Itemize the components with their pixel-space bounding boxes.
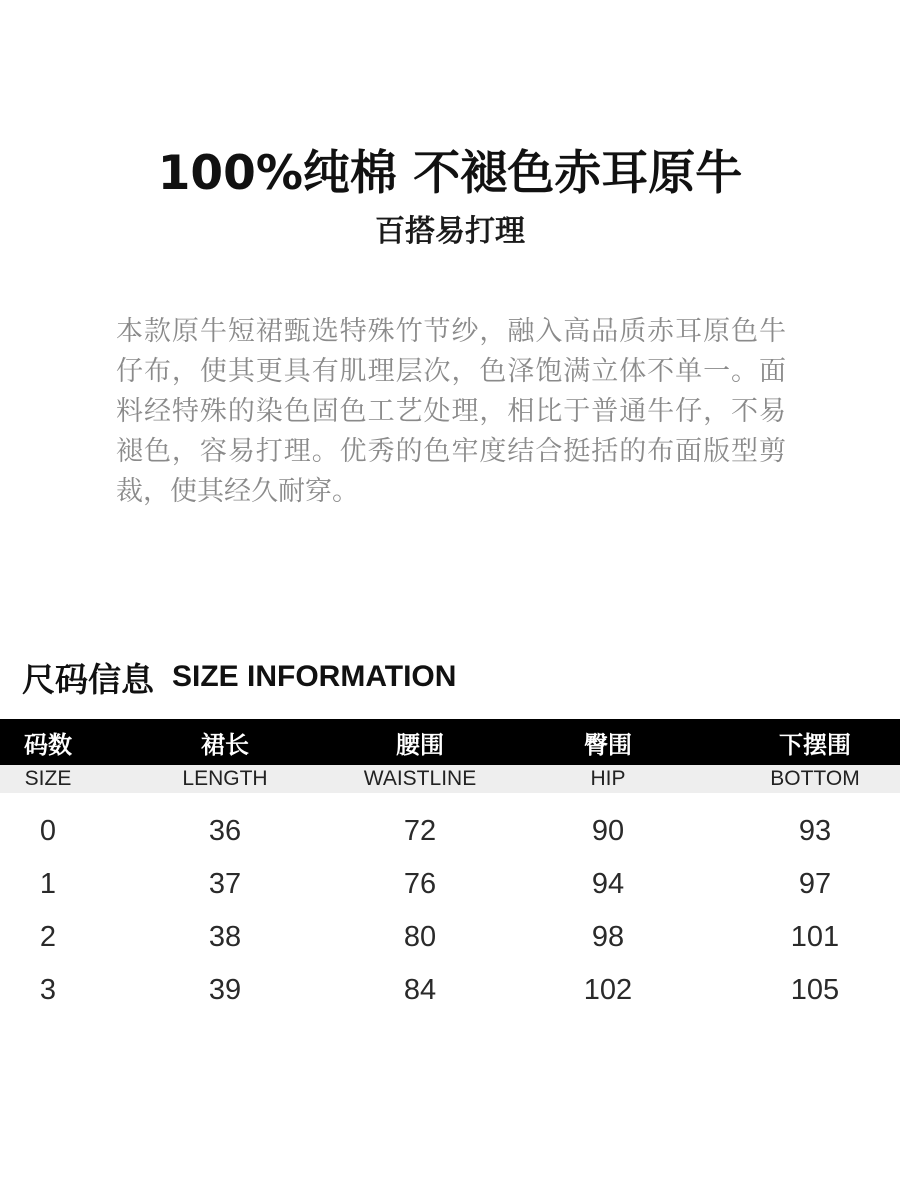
header-length-zh: 裙长 <box>201 730 249 759</box>
header-bottom-zh: 下摆围 <box>779 730 851 759</box>
header-size-zh: 码数 <box>24 730 72 759</box>
cell-waist: 80 <box>403 921 437 953</box>
cell-hip: 94 <box>591 868 625 900</box>
cell-length: 39 <box>208 974 242 1006</box>
size-section-title-en: SIZE INFORMATION <box>172 660 457 693</box>
page-title: 100%纯棉 不褪色赤耳原牛 <box>157 146 743 201</box>
cell-length: 38 <box>208 921 242 953</box>
table-header-row-zh <box>0 719 900 765</box>
page-subtitle: 百搭易打理 <box>375 214 525 249</box>
table-header-row-en <box>0 765 900 793</box>
cell-size: 1 <box>39 868 57 900</box>
header-waist-zh: 腰围 <box>396 730 444 759</box>
header-hip-en: HIP <box>590 767 626 790</box>
cell-size: 3 <box>39 974 57 1006</box>
cell-length: 36 <box>208 815 242 847</box>
cell-bottom: 97 <box>798 868 832 900</box>
product-description: 本款原牛短裙甄选特殊竹节纱，融入高品质赤耳原色牛仔布，使其更具有肌理层次，色泽饱满立体不单一。面料经特殊的染色固色工艺处理，相比于普通牛仔，不易褪色，容易打理。优秀的色牢度结合挺括的布面版型剪裁，使其经久耐穿。 <box>116 316 786 507</box>
header-bottom-en: BOTTOM <box>770 767 860 790</box>
cell-bottom: 93 <box>798 815 832 847</box>
table-row <box>0 858 900 911</box>
table-body <box>0 805 900 1017</box>
table-row <box>0 805 900 858</box>
cell-size: 2 <box>39 921 57 953</box>
cell-size: 0 <box>39 815 57 847</box>
size-section-title-zh: 尺码信息 <box>22 659 154 699</box>
cell-hip: 90 <box>591 815 625 847</box>
size-section-heading <box>22 652 456 702</box>
table-row <box>0 964 900 1017</box>
cell-waist: 84 <box>403 974 437 1006</box>
header-length-en: LENGTH <box>182 767 268 790</box>
cell-length: 37 <box>208 868 242 900</box>
size-table <box>0 719 900 1017</box>
cell-hip: 102 <box>583 974 633 1006</box>
header-hip-zh: 臀围 <box>584 730 632 759</box>
header-size-en: SIZE <box>24 767 72 790</box>
cell-bottom: 101 <box>790 921 840 953</box>
cell-waist: 72 <box>403 815 437 847</box>
cell-waist: 76 <box>403 868 437 900</box>
cell-bottom: 105 <box>790 974 840 1006</box>
table-row <box>0 911 900 964</box>
cell-hip: 98 <box>591 921 625 953</box>
header-waist-en: WAISTLINE <box>363 767 477 790</box>
